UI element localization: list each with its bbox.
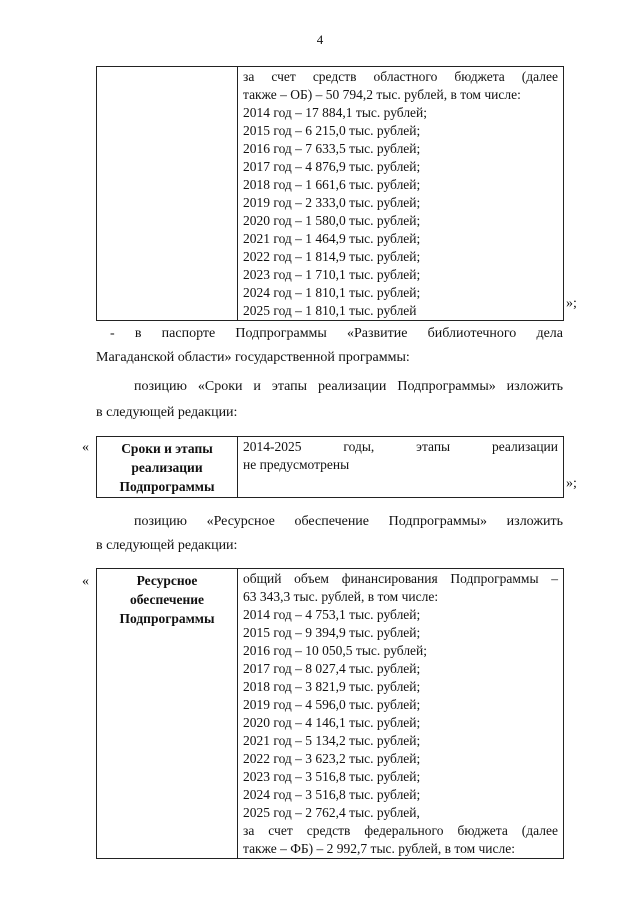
resource-year-line: 2025 год – 2 762,4 тыс. рублей, bbox=[243, 805, 420, 820]
resource-value-cell bbox=[238, 569, 564, 859]
paragraph-line: Магаданской области» государственной программы: bbox=[96, 350, 410, 365]
terms-label-line: реализации bbox=[131, 460, 203, 475]
paragraph-line: в следующей редакции: bbox=[96, 405, 238, 420]
resource-year-line: 2024 год – 3 516,8 тыс. рублей; bbox=[243, 787, 421, 802]
table1-year-line: 2022 год – 1 814,9 тыс. рублей; bbox=[243, 249, 421, 264]
resource-year-line: 2016 год – 10 050,5 тыс. рублей; bbox=[243, 643, 428, 658]
paragraph-line: в следующей редакции: bbox=[96, 538, 238, 553]
table1-year-line: 2017 год – 4 876,9 тыс. рублей; bbox=[243, 159, 421, 174]
resource-year-line: 2015 год – 9 394,9 тыс. рублей; bbox=[243, 625, 421, 640]
paragraph-resource-position bbox=[96, 510, 563, 558]
paragraph-line: позицию «Сроки и этапы реализации Подпрограммы» изложить bbox=[134, 379, 563, 394]
terms-label-line: Подпрограммы bbox=[119, 479, 215, 494]
terms-stages-table bbox=[96, 436, 564, 498]
table1-intro-line: также – ОБ) – 50 794,2 тыс. рублей, в том числе: bbox=[243, 87, 521, 102]
paragraph-library-passport bbox=[96, 322, 563, 370]
paragraph-terms-position bbox=[96, 374, 563, 426]
table2-opening-quote: « bbox=[82, 440, 89, 455]
resource-label-line: обеспечение bbox=[129, 592, 205, 607]
resource-federal-line: также – ФБ) – 2 992,7 тыс. рублей, в том числе: bbox=[243, 841, 516, 856]
terms-label-line: Сроки и этапы bbox=[121, 441, 213, 456]
table1-year-line: 2023 год – 1 710,1 тыс. рублей; bbox=[243, 267, 421, 282]
table1-year-line: 2025 год – 1 810,1 тыс. рублей bbox=[243, 303, 417, 318]
table1-year-line: 2018 год – 1 661,6 тыс. рублей; bbox=[243, 177, 421, 192]
resource-year-line: 2021 год – 5 134,2 тыс. рублей; bbox=[243, 733, 421, 748]
table1-label-cell bbox=[97, 67, 238, 321]
resource-year-line: 2017 год – 8 027,4 тыс. рублей; bbox=[243, 661, 421, 676]
table1-year-line: 2016 год – 7 633,5 тыс. рублей; bbox=[243, 141, 421, 156]
page-number: 4 bbox=[316, 32, 324, 47]
resource-label-cell bbox=[97, 569, 238, 859]
resource-label-line: Ресурсное bbox=[136, 573, 198, 588]
table1-intro-line: за счет средств областного бюджета (далее bbox=[243, 69, 558, 84]
paragraph-line: позицию «Ресурсное обеспечение Подпрограммы» изложить bbox=[134, 514, 563, 529]
table1-year-line: 2024 год – 1 810,1 тыс. рублей; bbox=[243, 285, 421, 300]
terms-value-line: 2014-2025 годы, этапы реализации bbox=[243, 439, 558, 454]
table1-year-line: 2021 год – 1 464,9 тыс. рублей; bbox=[243, 231, 421, 246]
regional-budget-table bbox=[96, 66, 564, 321]
resource-federal-line: за счет средств федерального бюджета (далее bbox=[243, 823, 558, 838]
table1-year-line: 2015 год – 6 215,0 тыс. рублей; bbox=[243, 123, 421, 138]
table1-year-line: 2019 год – 2 333,0 тыс. рублей; bbox=[243, 195, 421, 210]
resource-year-line: 2020 год – 4 146,1 тыс. рублей; bbox=[243, 715, 421, 730]
resource-intro-line: 63 343,3 тыс. рублей, в том числе: bbox=[243, 589, 439, 604]
terms-stages-label-cell bbox=[97, 437, 238, 498]
resource-support-table bbox=[96, 568, 564, 859]
terms-value-line: не предусмотрены bbox=[243, 457, 350, 472]
resource-year-line: 2018 год – 3 821,9 тыс. рублей; bbox=[243, 679, 421, 694]
resource-year-line: 2022 год – 3 623,2 тыс. рублей; bbox=[243, 751, 421, 766]
resource-year-line: 2019 год – 4 596,0 тыс. рублей; bbox=[243, 697, 421, 712]
table2-closing-quote: »; bbox=[566, 476, 577, 491]
paragraph-line: - в паспорте Подпрограммы «Развитие библиотечного дела bbox=[110, 326, 563, 341]
resource-label-line: Подпрограммы bbox=[119, 611, 215, 626]
resource-year-line: 2023 год – 3 516,8 тыс. рублей; bbox=[243, 769, 421, 784]
terms-stages-value-cell bbox=[238, 437, 564, 498]
table3-opening-quote: « bbox=[82, 574, 89, 589]
resource-intro-line: общий объем финансирования Подпрограммы – bbox=[243, 571, 558, 586]
table1-closing-quote: »; bbox=[566, 296, 577, 311]
resource-year-line: 2014 год – 4 753,1 тыс. рублей; bbox=[243, 607, 421, 622]
table1-year-line: 2020 год – 1 580,0 тыс. рублей; bbox=[243, 213, 421, 228]
table1-value-cell bbox=[238, 67, 564, 321]
table1-year-line: 2014 год – 17 884,1 тыс. рублей; bbox=[243, 105, 428, 120]
